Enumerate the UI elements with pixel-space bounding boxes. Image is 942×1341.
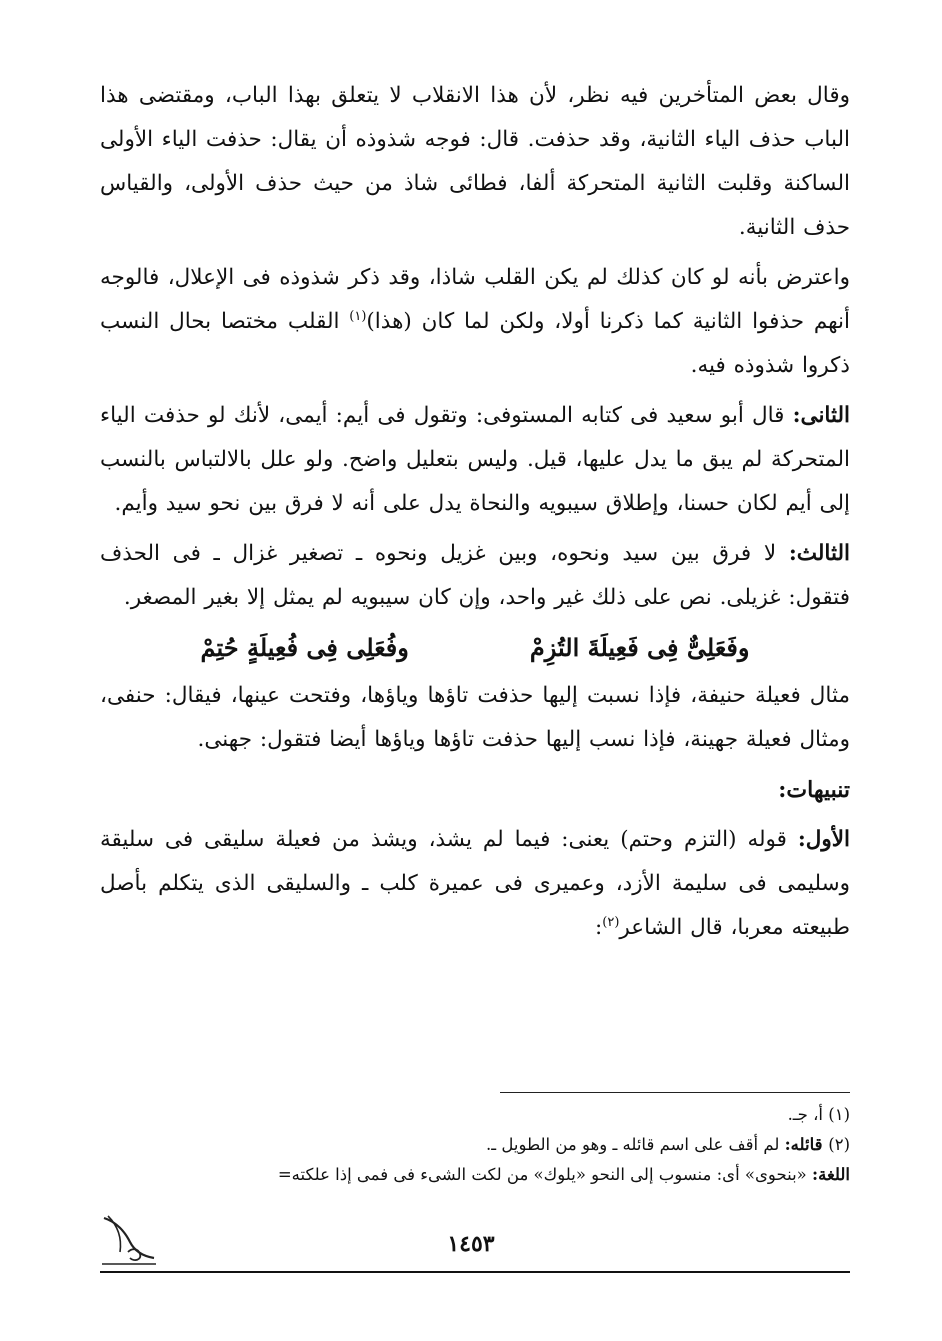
paragraph-3-lead: الثانى: [792,403,850,428]
footnote-marker-2[interactable]: (٢) [602,914,620,930]
first-note-text-end: : [595,915,603,940]
paragraph-first-note [100,818,850,950]
footnote-marker-1[interactable]: (١) [349,308,367,324]
tanbihat-heading: تنبيهات: [778,777,850,803]
footnote-1 [100,1100,850,1130]
paragraph-after-verse-text: مثال فعيلة حنيفة، فإذا نسبت إليها حذفت تاؤها وياؤها، وفتحت عينها، فيقال: حنفى، ومثال فعيلة جهينة، فإذا نسب إليها حذفت تاؤها وياؤها أيضا فتقول: جهنى. [100,683,850,752]
footnote-1-marker: (١) [828,1105,850,1124]
paragraph-after-verse [100,674,850,762]
bottom-rule [100,1271,850,1273]
paragraph-2-text-start: واعترض بأنه لو كان كذلك لم يكن القلب شاذا، وقد ذكر شذوذه فى الإعلال، فالوجه أنهم حذفوا الثانية كما ذكرنا أولا، ولكن لما كان (هذا) [100,265,850,334]
paragraph-3-text: قال أبو سعيد فى كتابه المستوفى: وتقول فى أيم: أيمى، لأنك لو حذفت الياء المتحركة لم يبق ما يدل عليها، قيل. وليس بتعليل واضح. ولو علل بالالتباس بالنسب إلى أيم لكان حسنا، وإطلاق سيبويه والنحاة يدل على أنه لا فرق بين نحو سيد وأيم. [100,403,850,516]
paragraph-4-text: لا فرق بين سيد ونحوه، وبين غزيل ونحوه ـ تصغير غزال ـ فى الحذف فتقول: غزيلى. نص على ذلك غير واحد، وإن كان سيبويه لم يمثل إلا بغير المصغر. [100,541,850,610]
paragraph-1 [100,74,850,250]
verse-left-hemistich: وفُعَلِى فِى فُعِيلَةٍ حُتِمْ [200,633,409,662]
page-number: ١٤٥٣ [447,1231,495,1257]
footnote-3-lead: اللغة: [812,1165,850,1184]
footnote-separator [500,1092,850,1093]
paragraph-1-text: وقال بعض المتأخرين فيه نظر، لأن هذا الانقلاب لا يتعلق بهذا الباب، ومقتضى هذا الباب حذف الياء الثانية، وقد حذفت. قال: فوجه شذوذه أن يقال: حذفت الياء الأولى الساكنة وقلبت الثانية المتحركة ألفا، فطائى شاذ من حيث حذف الأولى، والقياس حذف الثانية. [100,83,850,240]
paragraph-4-lead: الثالث: [788,541,850,566]
footnote-1-text: أ، جـ. [787,1105,829,1124]
first-note-lead: الأول: [797,827,850,852]
paragraph-3 [100,394,850,526]
footnotes [100,1100,850,1190]
footnote-2 [100,1130,850,1160]
footnote-3-text: «بنحوى» أى: منسوب إلى النحو «يلوك» من لكت الشىء فى فمى إذا علكته= [277,1165,813,1184]
footnote-3 [100,1160,850,1190]
footnote-2-text: لم أقف على اسم قائله ـ وهو من الطويل ـ. [486,1135,785,1154]
page-body [100,74,850,956]
first-note-text-start: قوله (التزم وحتم) يعنى: فيما لم يشذ، ويشذ من فعيلة سليقى فى سليقة وسليمى فى سليمة الأزد، وعميرى فى عميرة كلب ـ والسليقى الذى يتكلم بأصل طبيعته معربا، قال الشاعر [100,827,850,940]
verse [140,626,810,670]
verse-right-hemistich: وفَعَلِىٌّ فِى فَعِيلَةَ التُزِمْ [529,633,750,662]
footnote-2-marker: (٢) [828,1135,850,1154]
paragraph-2 [100,256,850,388]
paragraph-4 [100,532,850,620]
paragraph-2-text-end: القلب مختصا بحال النسب ذكروا شذوذه فيه. [100,309,850,378]
footnote-2-lead: قائله: [784,1135,829,1154]
